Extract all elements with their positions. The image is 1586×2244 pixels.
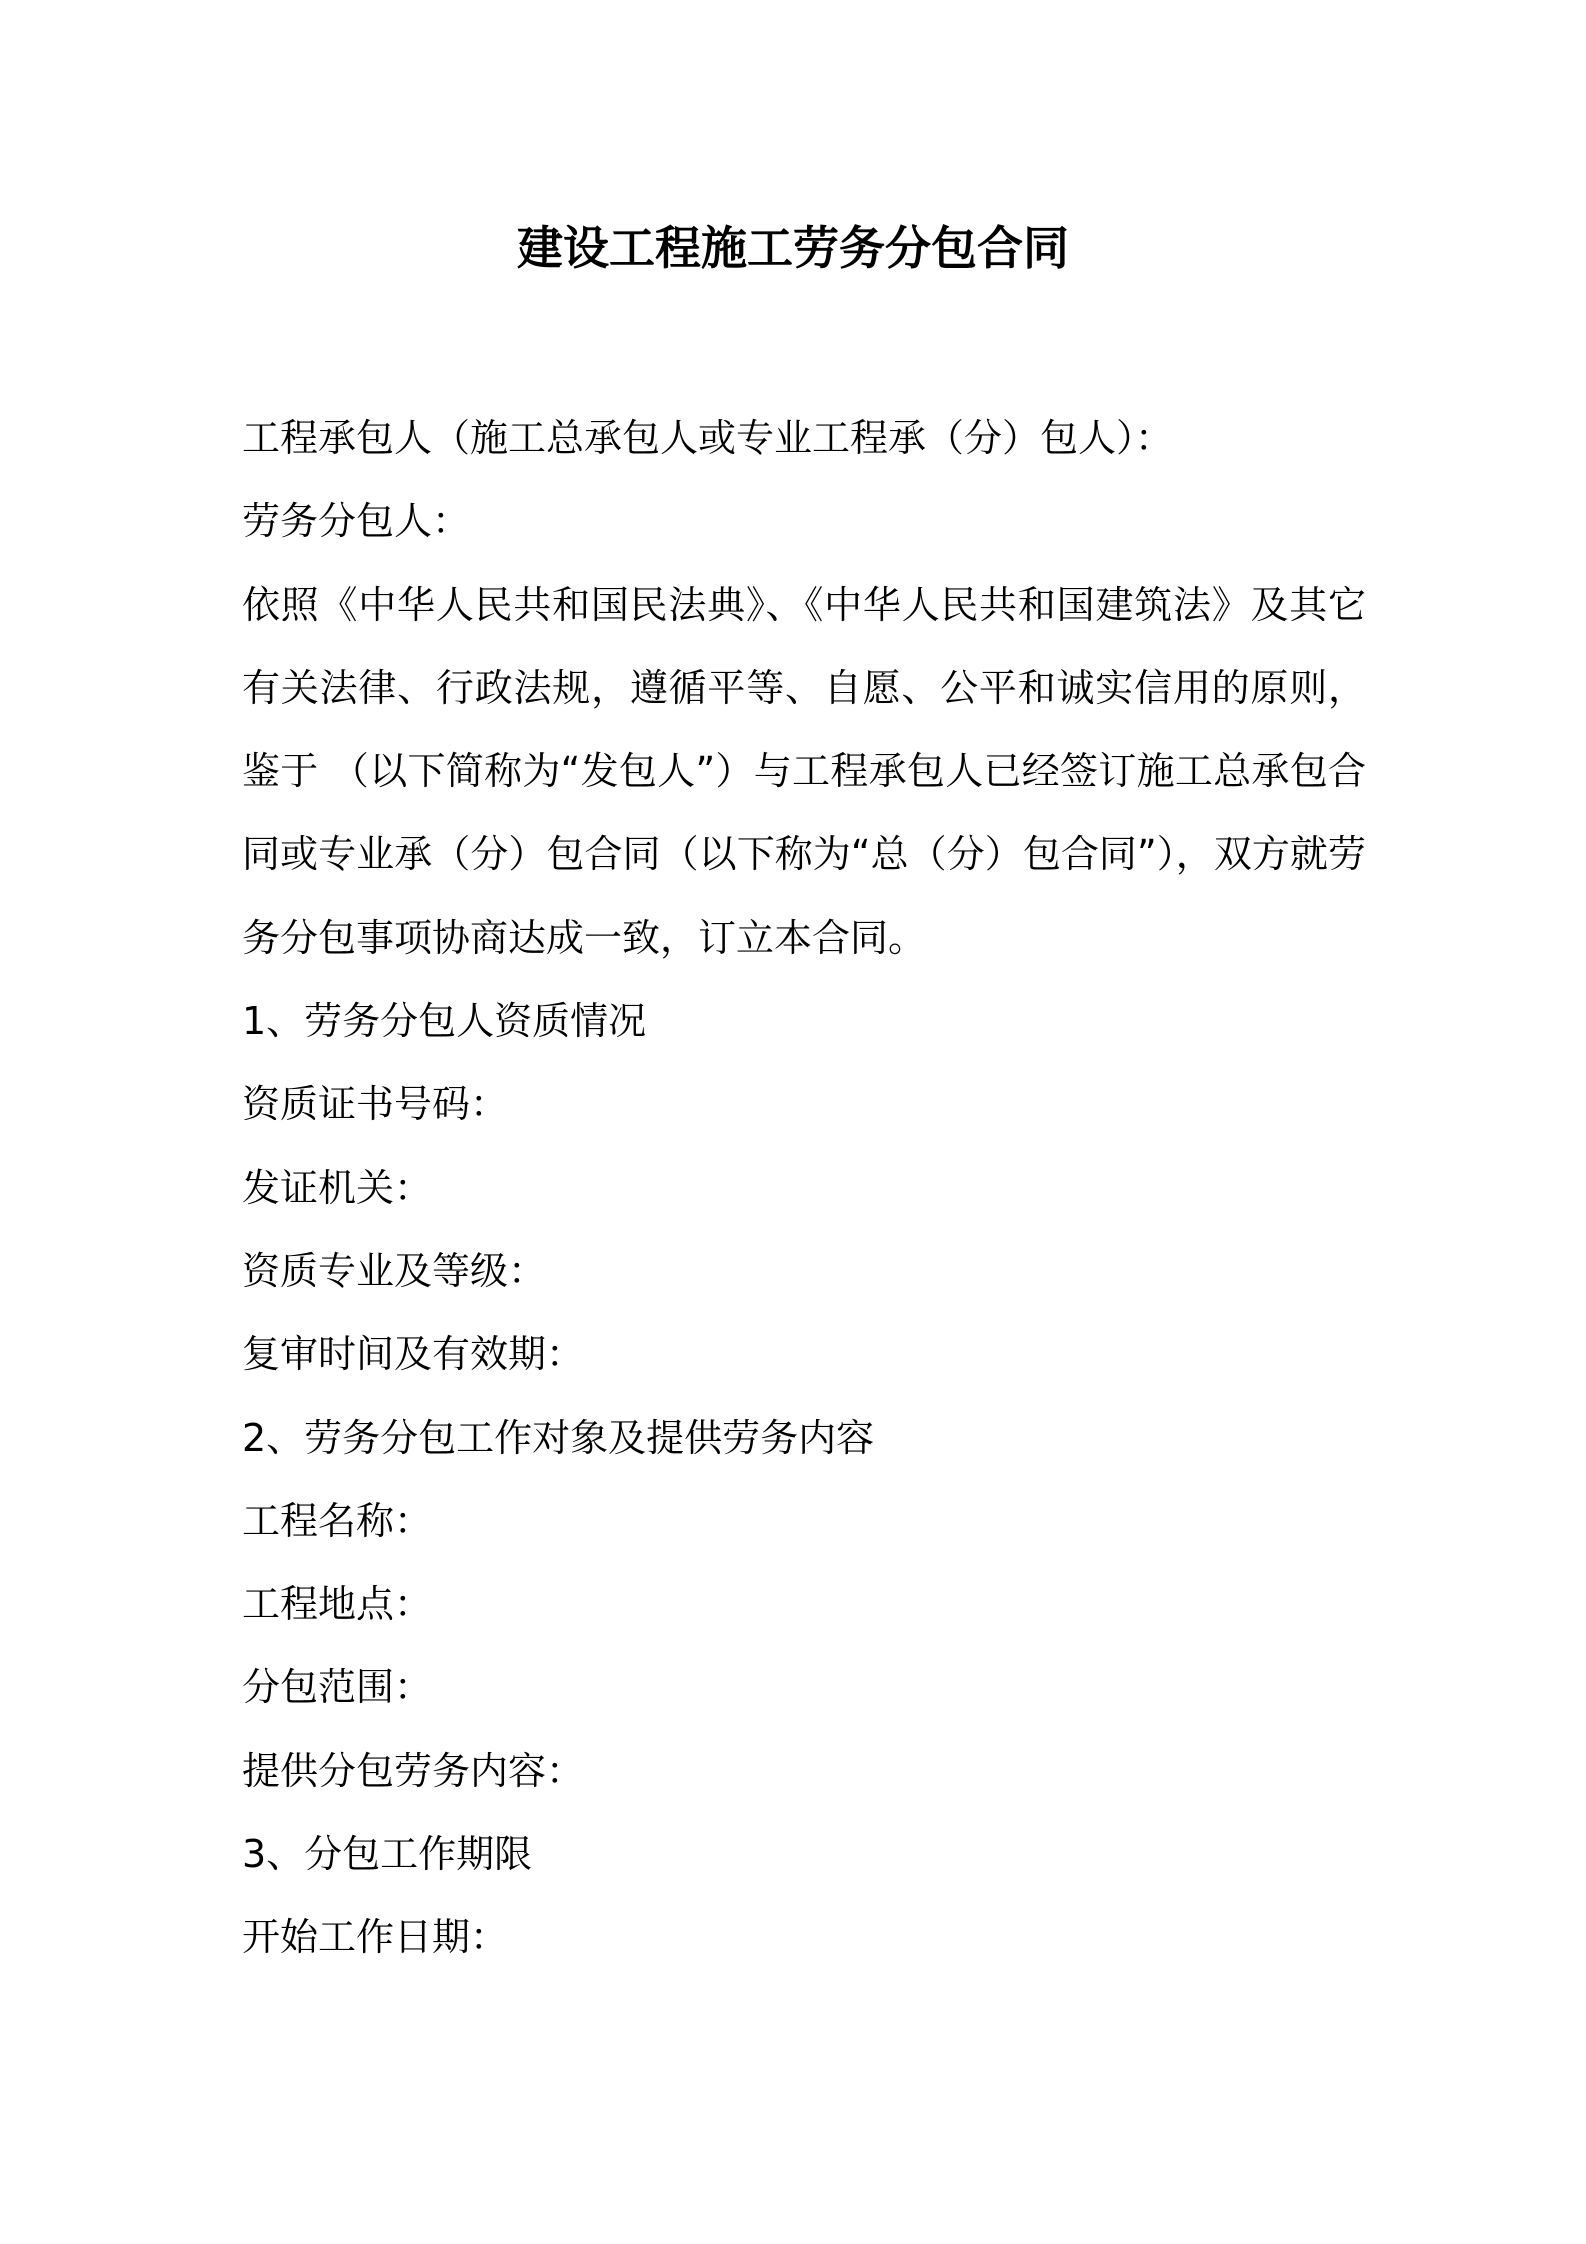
field-cert-number: 资质证书号码： xyxy=(242,1082,509,1127)
document-body xyxy=(242,397,1366,1980)
subcontractor-line: 劳务分包人： xyxy=(242,499,471,544)
field-issuing-authority: 发证机关： xyxy=(242,1165,433,1210)
document-title: 建设工程施工劳务分包合同 xyxy=(517,221,1069,275)
contractor-line: 工程承包人（施工总承包人或专业工程承（分）包人）： xyxy=(242,416,1174,460)
field-qualification-level: 资质专业及等级： xyxy=(242,1248,547,1293)
field-review-validity: 复审时间及有效期： xyxy=(242,1332,585,1377)
field-subcontract-scope: 分包范围： xyxy=(242,1665,433,1710)
section-1-heading: 1、劳务分包人资质情况 xyxy=(242,999,647,1044)
section-2-heading: 2、劳务分包工作对象及提供劳务内容 xyxy=(242,1415,875,1460)
field-project-location: 工程地点： xyxy=(242,1582,433,1627)
section-3-heading: 3、分包工作期限 xyxy=(242,1832,533,1877)
field-labor-content: 提供分包劳务内容： xyxy=(242,1748,585,1793)
field-start-date: 开始工作日期： xyxy=(242,1915,509,1960)
preamble-paragraph: 依照《中华人民共和国民法典》、《中华人民共和国建筑法》及其它有关法律、行政法规，遵循平等、自愿、公平和诚实信用的原则，鉴于 （以下简称为“发包人”）与工程承包人已经签订施工总承包合同或专业承（分）包合同（以下称为“总（分）包合同”），双方就劳务分包事项协商达成一致，订立本合同。 xyxy=(242,582,1366,960)
field-project-name: 工程名称： xyxy=(242,1498,433,1543)
